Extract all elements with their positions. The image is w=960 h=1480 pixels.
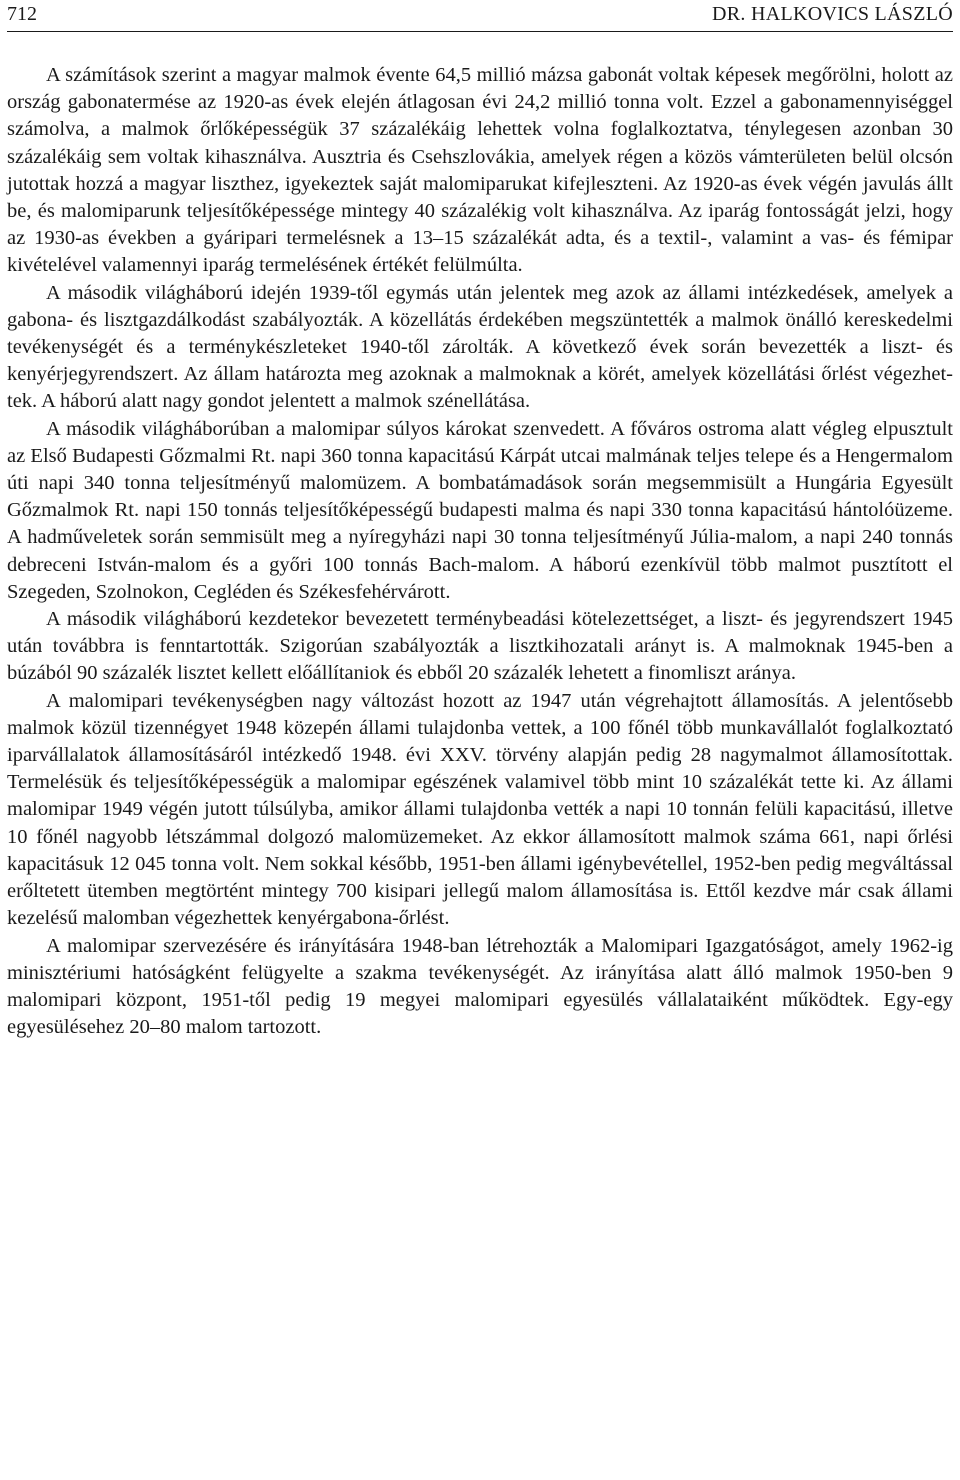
document-page bbox=[7, 0, 953, 1480]
paragraph: A második világháború kezdetekor bevezetett terménybeadási kötelezettséget, a liszt- és jegyrendszert 1945 után továbbra is fenntartották. Szigorúan szabályozták a lisztkihozatali arányt is. A malmoknak 1945-ben a búzából 90 százalék lisztet kellett előállítaniok és ebből 20 százalék lehetett a finomliszt aránya. bbox=[7, 608, 953, 685]
paragraph: A számítások szerint a magyar malmok évente 64,5 millió mázsa gabonát voltak képesek megőrölni, holott az ország gabonatermése az 1920-as évek elején átlagosan évi 24,2 millió tonna volt. Ezzel a gabonamennyiséggel számolva, a malmok őrlőképességük 37 százalékáig lehettek volna foglalkoztatva, ténylegesen azonban 30 százalékáig sem voltak kihasználva. Ausztria és Csehszlovákia, amelyek régen a közös vámterületen belül olcsón jutottak hozzá a magyar liszthez, igyekeztek saját malomiparukat kifejleszteni. Az 1920-as évek végén javulás állt be, és malomiparunk teljesítőképessége mintegy 40 százalékig volt kihasználva. Az iparág fontosságát jelzi, hogy az 1930-as években a gyáripari termelésnek a 13–15 százalékát adta, és a textil-, valamint a vas- és fémipar kivételével valamennyi iparág termelésének értékét felülmúlta. bbox=[7, 64, 953, 277]
paragraph: A malomipari tevékenységben nagy változást hozott az 1947 után végrehajtott államosítás. A jelentősebb malmok közül tizennégyet 1948 közepén állami tulajdonba vettek, a 100 főnél több munkavállalót foglalkoztató iparvállalatok államosításáról intézkedő 1948. évi XXV. törvény alapján pedig 28 nagymalmot államosítottak. Termelésük és teljesítőképességük a malomipar egészének valamivel több mint 10 százalékát tette ki. Az állami malomipar 1949 végén jutott túlsúlyba, amikor állami tulajdonba vették a napi 10 tonnán felüli kapacitású, illetve 10 főnél nagyobb létszámmal dolgozó malomüzemeket. Az ekkor államosított malmok száma 661, napi őrlési kapacitásuk 12 045 tonna volt. Nem sokkal később, 1951-ben állami igénybevétellel, 1952-ben pedig megváltással erőltetett ütemben megtörtént mintegy 700 kisipari jellegű malom államosítása is. Ettől kezdve már csak állami kezelésű malomban végezhettek kenyérgabona-őrlést. bbox=[7, 689, 953, 930]
body-text bbox=[7, 62, 953, 1041]
paragraph: A második világháború idején 1939-től egymás után jelentek meg azok az állami intézkedések, amelyek a gabona- és lisztgazdálkodást szabályozták. A közellátás érdekében megszüntették a malmok önálló kereskedelmi tevékenységét és a terménykészleteket 1940-től zárolták. A következő évek során bevezették a liszt- és kenyérjegyrendszert. Az állam határozta meg azoknak a malmoknak a körét, amelyek közellátási őrlést végezhettek. A háború alatt nagy gondot jelentett a malmok szénellátása. bbox=[7, 281, 953, 413]
page-number: 712 bbox=[7, 3, 37, 25]
running-title: DR. HALKOVICS LÁSZLÓ bbox=[712, 3, 953, 25]
running-head bbox=[7, 0, 953, 32]
paragraph: A malomipar szervezésére és irányítására 1948-ban létrehozták a Malomipari Igazgatóságot, amely 1962-ig minisztériumi hatóságként felügyelte a szakma tevékenységét. Az irányítása alatt álló malmok 1950-ben 9 malomipari központ, 1951-től pedig 19 megyei malomipari egyesülés vállalataiként működtek. Egy-egy egyesülésehez 20–80 malom tartozott. bbox=[7, 934, 953, 1039]
paragraph: A második világháborúban a malomipar súlyos károkat szenvedett. A főváros ostroma alatt végleg elpusztult az Első Budapesti Gőzmalmi Rt. napi 360 tonna kapacitású Kárpát utcai malmának teljes telepe és a Hengermalom úti napi 340 tonna teljesítményű malomüzem. A bombatámadások során megsemmisült a Hungária Egyesült Gőzmalmok Rt. napi 150 tonnás teljesítőképességű budapesti malma és napi 330 tonna kapacitású hántolóüzeme. A hadműveletek során semmisült meg a nyíregyházi napi 30 tonna teljesítményű Júlia-malom, a napi 240 tonnás debreceni István-malom és a győri 100 tonnás Bach-malom. A háború ezenkívül több malmot pusztított el Szegeden, Szolnokon, Cegléden és Székesfehérvárott. bbox=[7, 417, 953, 603]
